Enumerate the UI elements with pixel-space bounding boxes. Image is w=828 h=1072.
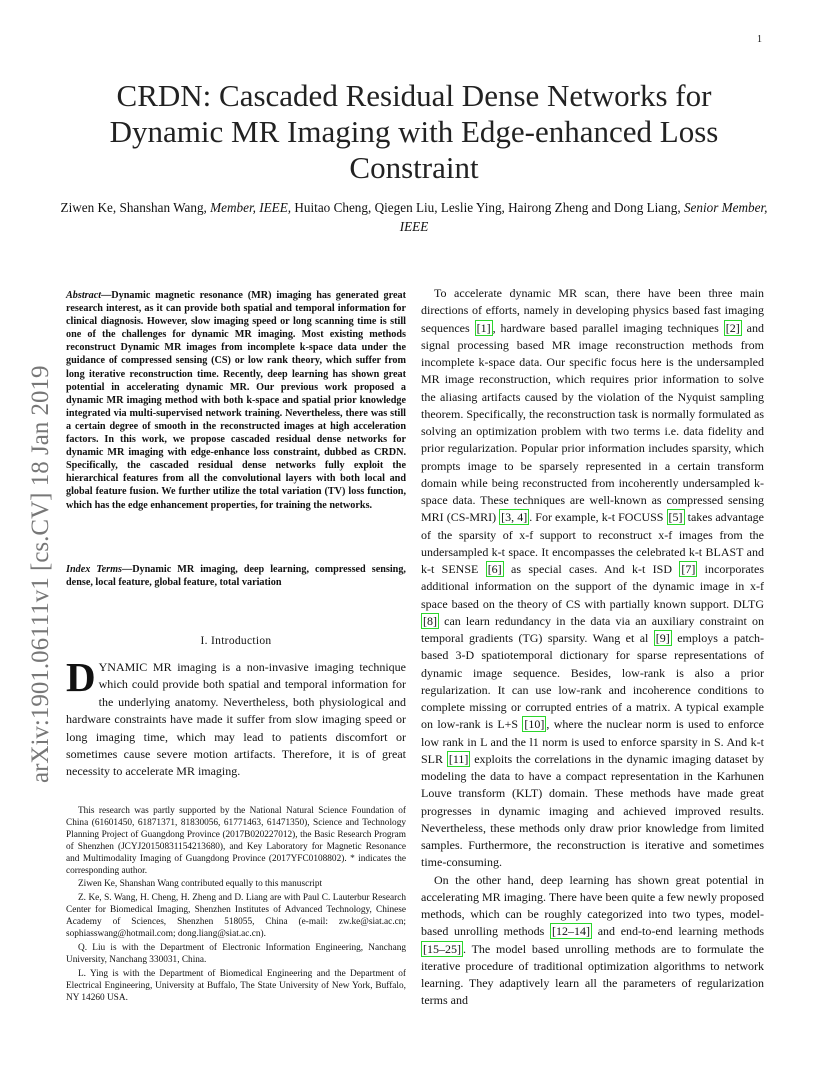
citation-link[interactable]: [7] xyxy=(681,562,696,576)
text-run: On the other hand, deep learning has shown great potential in accelerating MR imaging. There have been quite a few newly proposed methods, which can be roughly categorized into two types, model-based unrolling methods xyxy=(421,872,764,939)
text-run: employs a patch-based 3-D spatiotemporal dictionary for sparse representations of dynamic image sequence. Besides, low-rank is also a prior regularization. It can use low-rank and incoherence conditions to complete missing or corrupted entries of a matrix. A typical example on low-rank is L+S xyxy=(421,631,764,732)
citation-link[interactable]: [1] xyxy=(476,320,491,335)
citation-link[interactable]: [10] xyxy=(524,717,545,732)
authors-part2: Huitao Cheng, Qiegen Liu, Leslie Ying, Hairong Zheng and Dong Liang, xyxy=(291,200,684,215)
citation-link[interactable]: [9] xyxy=(655,631,670,645)
text-run: and signal processing based MR image reconstruction methods from incomplete k-space data. Our specific focus here is the undersampled MR image reconstruction, which requires prior information to solve the aliasing artifacts caused by the violation of the Nyquist sampling theorem. Specifically, the reconstruction task is normally formulated as solving an optimization problem with two terms i.e. data fidelity and prior regularization. Popular prior information includes sparsity, which prompts image to be sparsely represented in a certain transform domain while being reconstructed from incoherently undersampled k-space data. These techniques are well-known as compressed sensing MRI (CS-MRI) xyxy=(421,320,764,525)
citation-link[interactable]: [2] xyxy=(725,320,740,335)
text-run: . For example, k-t FOCUSS xyxy=(529,510,667,525)
arxiv-stamp xyxy=(8,293,68,793)
right-column xyxy=(421,285,764,1010)
footnote-contribution: Ziwen Ke, Shanshan Wang contributed equally to this manuscript xyxy=(78,879,323,890)
text-run: To accelerate dynamic MR scan, there have been three main directions of efforts, namely in developing physics based fast imaging sequences xyxy=(421,286,764,335)
citation-link[interactable]: [15–25] xyxy=(423,941,461,956)
citation-link[interactable]: [3, 4] xyxy=(501,510,528,525)
text-run: can learn redundancy in the data via an auxiliary constraint on temporal gradients (TG) sparsity. Wang et al xyxy=(421,613,764,645)
footnote-funding: This research was partly supported by the National Natural Science Foundation of China (61601450, 61871371, 81830056, 61771463, 61471350), Science and Technology Planning Project of Guangdong Province (2017B020227012), the Basic Research Program of Shenzhen (JCYJ20150831154213680), and Key Laboratory for Magnetic Resonance and Multimodality Imaging of Guangdong Province (2017YFC0108802). * indicates the corresponding author. xyxy=(66,806,406,876)
page-number: 1 xyxy=(757,34,762,45)
paper-title: CRDN: Cascaded Residual Dense Networks for Dynamic MR Imaging with Edge-enhanced Loss Constraint xyxy=(109,78,719,185)
citation-link[interactable]: [6] xyxy=(487,562,502,576)
text-run: exploits the correlations in the dynamic imaging dataset by modeling the data to have a compact representation in the Karhunen Louve transform (KLT) domain. These methods have made great progresses in dynamic imaging and achieved improved results. Nevertheless, these methods only draw prior knowledge from limited samples. Furthermore, the reconstruction is iterative and sometimes time-consuming. xyxy=(421,751,764,870)
text-run: incorporates additional information on the support of the dynamic image in x-f space based on the theory of CS with partially known support. DLTG xyxy=(421,562,764,611)
author-role1: Member, IEEE, xyxy=(210,200,292,215)
text-run: . The model based unrolling methods are to formulate the iterative procedure of traditional optimization algorithms to network learning. They adaptively learn all the parameters of regularization terms and xyxy=(421,941,764,1008)
author-role2: Senior Member, IEEE xyxy=(399,200,768,234)
text-run: as special cases. And k-t ISD xyxy=(503,562,680,576)
index-terms xyxy=(66,563,406,589)
citation-link[interactable]: [11] xyxy=(448,751,469,766)
index-terms-label: Index Terms xyxy=(66,564,122,575)
citation-link[interactable]: [8] xyxy=(423,613,437,628)
index-terms-text: —Dynamic MR imaging, deep learning, compressed sensing, dense, local feature, global feature, total variation xyxy=(66,564,406,589)
section-heading: I. Introduction xyxy=(200,635,272,647)
intro-text: YNAMIC MR imaging is a non-invasive imaging technique which could provide both spatial and temporal information for the underlying anatomy. Nevertheless, both physiological and hardware constraints have made it suffer from slow imaging speed or long imaging time, which may lead to patients discomfort or sometimes cause severe motion artifacts. Therefore, it is of great necessity to accelerate MR imaging. xyxy=(66,660,406,779)
intro-paragraph xyxy=(66,654,406,781)
abstract-text: —Dynamic magnetic resonance (MR) imaging has generated great research interest, as it can provide both spatial and temporal information for clinical diagnosis. However, slow imaging speed or long scanning time is still one of the challenges for dynamic MR imaging. Most existing methods reconstruct Dynamic MR images from incomplete k-space data under the guidance of compressed sensing (CS) or low rank theory, which suffer from long iterative reconstruction time. Recently, deep learning has shown great potential in accelerating dynamic MR. Our previous work proposed a dynamic MR imaging method with both k-space and spatial prior knowledge integrated via multi-supervised network training. Nevertheless, there was still a certain degree of smooth in the reconstructed images at high acceleration factors. In this work, we propose cascaded residual dense networks for dynamic MR imaging with edge-enhance loss constraint, dubbed as CRDN. Specifically, the cascaded residual dense networks fully exploit the hierarchical features from all the convolutional layers with both local and global feature fusion. We further utilize the total variation (TV) loss function, which has the edge enhancement properties, for training the networks. xyxy=(66,290,406,511)
right-paragraph-2 xyxy=(421,872,764,1010)
text-run: takes advantage of the sparsity of x-f support to reconstruct x-f images from the undersampled k-t space. It encompasses the celebrated k-t BLAST and k-t SENSE xyxy=(421,510,764,576)
footnotes xyxy=(66,806,406,1007)
arxiv-stamp-text: arXiv:1901.06111v1 [cs.CV] 18 Jan 2019 xyxy=(27,365,54,783)
citation-link[interactable]: [5] xyxy=(668,510,683,525)
footnote-affiliation-siat: Z. Ke, S. Wang, H. Cheng, H. Zheng and D. Liang are with Paul C. Lauterbur Research Center for Biomedical Imaging, Shenzhen Institutes of Advanced Technology, Chinese Academy of Sciences, Shenzhen 518055, China (e-mail: zw.ke@siat.ac.cn; sophiasswang@hotmail.com; dong.liang@siat.ac.cn). xyxy=(66,893,406,940)
abstract xyxy=(66,289,406,512)
author-list xyxy=(60,198,768,236)
footnote-affiliation-nanchang: Q. Liu is with the Department of Electronic Information Engineering, Nanchang University, Nanchang 330031, China. xyxy=(66,942,406,965)
authors-part1: Ziwen Ke, Shanshan Wang, xyxy=(60,200,211,215)
text-run: and end-to-end learning methods xyxy=(592,924,764,939)
right-paragraph-1 xyxy=(421,285,764,872)
drop-cap: D xyxy=(66,654,96,700)
text-run: , hardware based parallel imaging techniques xyxy=(492,320,724,335)
abstract-label: Abstract xyxy=(66,290,102,301)
text-run: , where the nuclear norm is used to enforce low rank in L and the l1 norm is used to enforce sparsity in S. And k-t SLR xyxy=(421,717,764,766)
citation-link[interactable]: [12–14] xyxy=(552,924,591,939)
footnote-affiliation-buffalo: L. Ying is with the Department of Biomedical Engineering and the Department of Electrical Engineering, University at Buffalo, The State University of New York, Buffalo, NY 14260 USA. xyxy=(66,968,406,1003)
